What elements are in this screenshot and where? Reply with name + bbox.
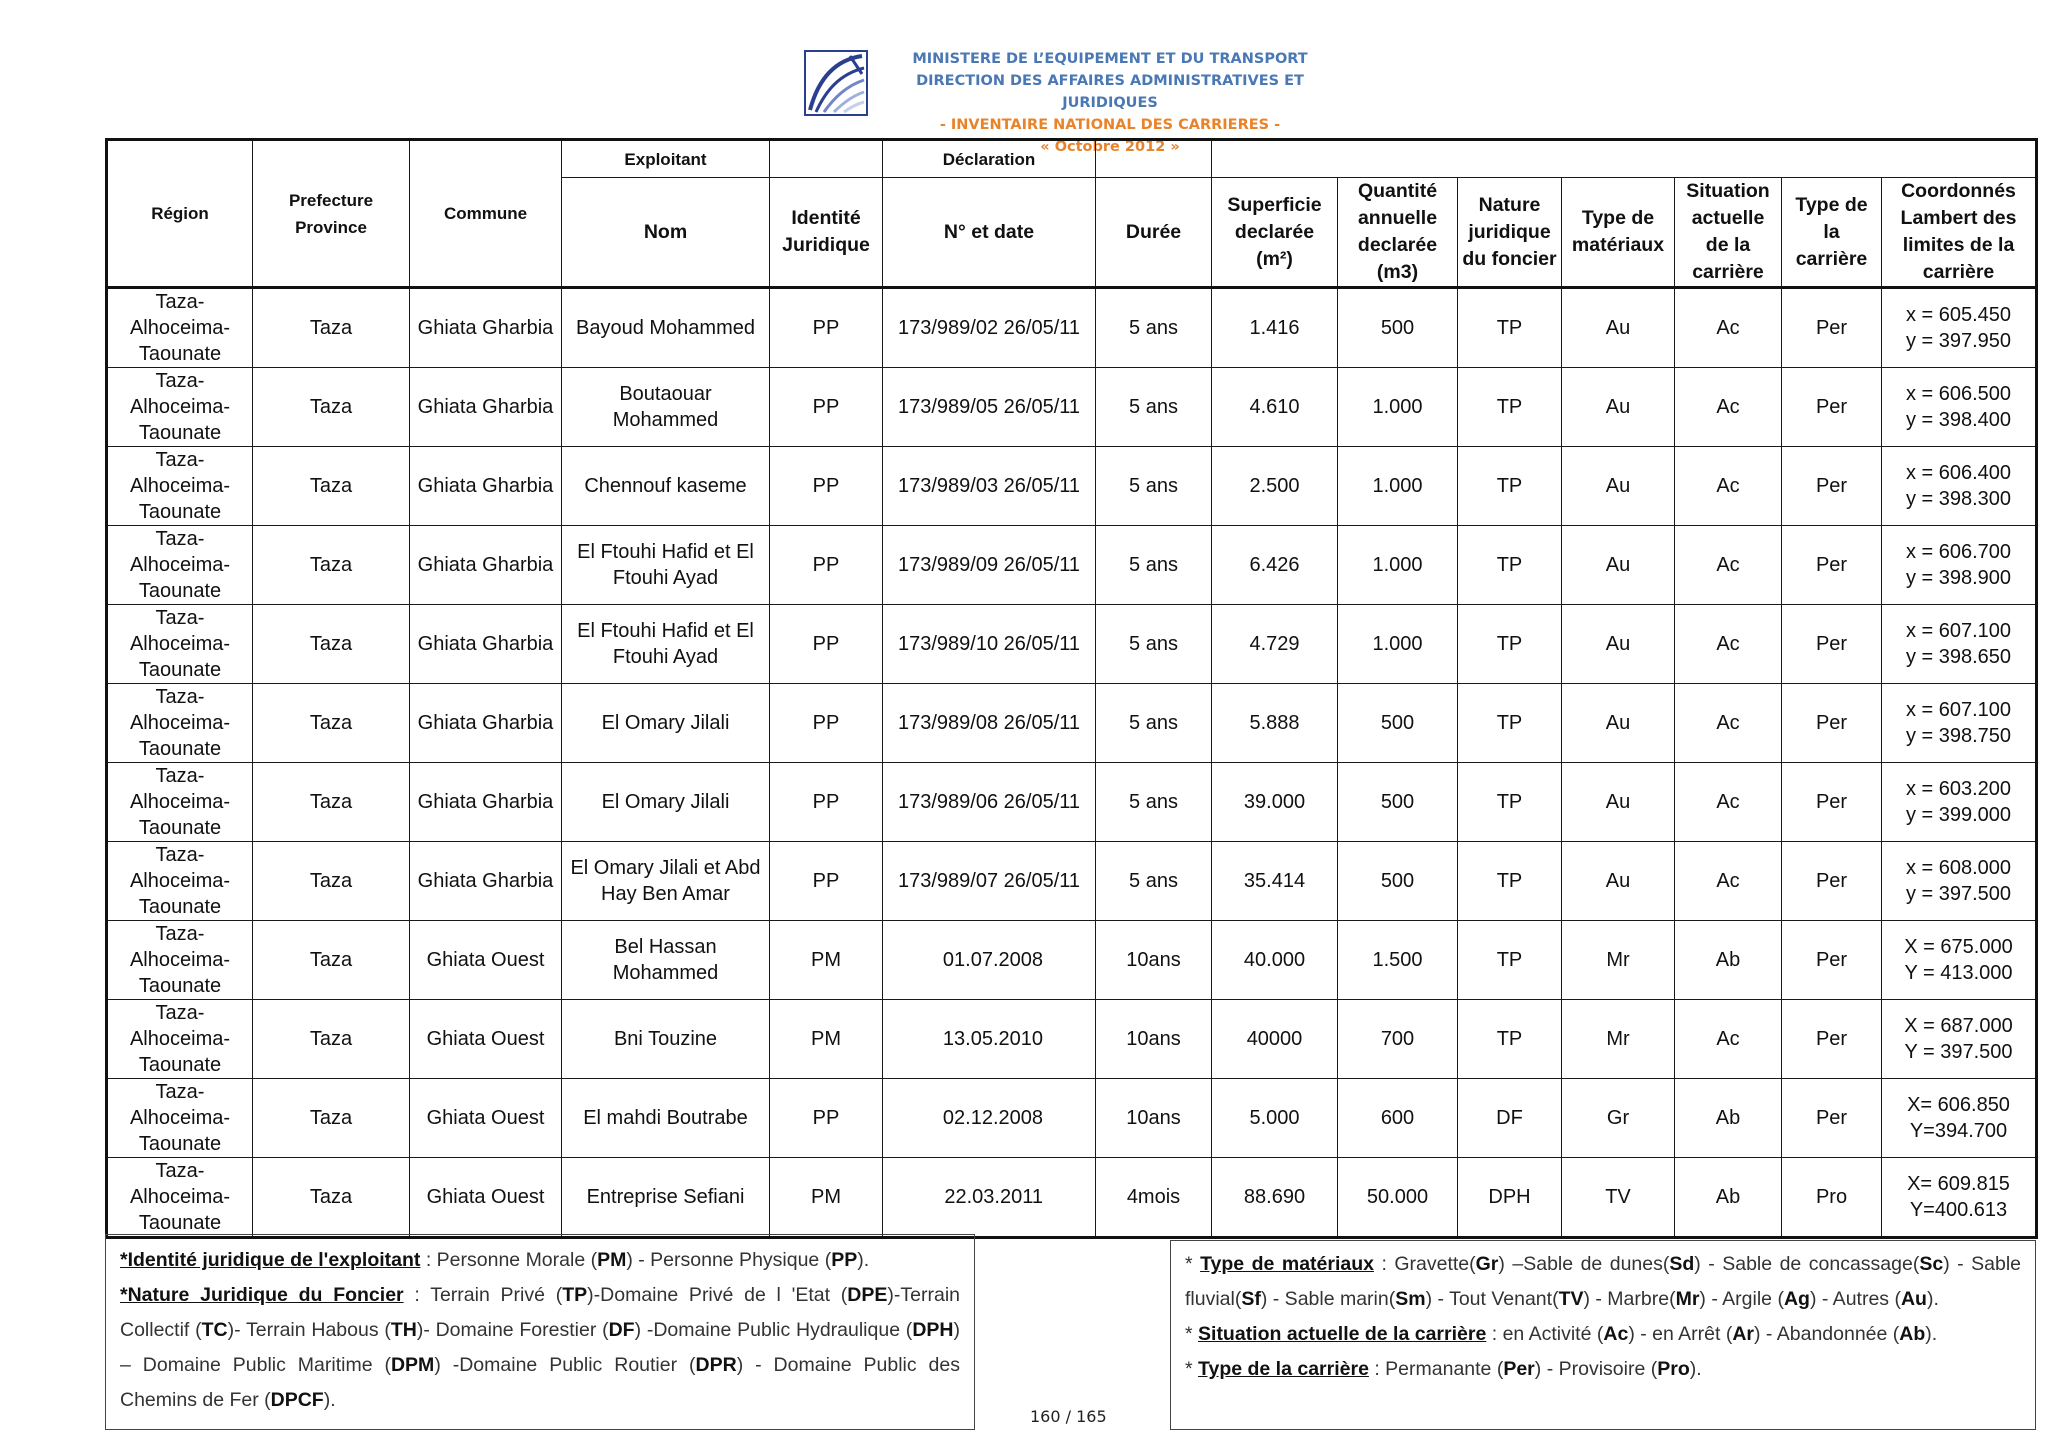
cell-nature: TP bbox=[1458, 763, 1562, 842]
cell-nature: TP bbox=[1458, 684, 1562, 763]
cell-numero: 22.03.2011 bbox=[883, 1158, 1096, 1238]
coord-y: Y = 413.000 bbox=[1904, 962, 2013, 984]
cell-type: Per bbox=[1782, 605, 1882, 684]
cell-superficie: 39.000 bbox=[1212, 763, 1338, 842]
cell-situation: Ac bbox=[1675, 684, 1782, 763]
cell-coordonnees bbox=[1882, 447, 2037, 526]
coord-y: y = 398.400 bbox=[1905, 409, 2012, 431]
cell-prefecture: Taza bbox=[253, 605, 410, 684]
cell-nom: Bel Hassan Mohammed bbox=[562, 921, 770, 1000]
inventory-date: « Octobre 2012 » bbox=[1040, 139, 1180, 155]
table-row bbox=[107, 526, 2037, 605]
cell-prefecture: Taza bbox=[253, 684, 410, 763]
cell-superficie: 40000 bbox=[1212, 1000, 1338, 1079]
legend-identite-text: : Personne Morale (PM) - Personne Physique (PP). bbox=[420, 1249, 870, 1271]
cell-materiaux: TV bbox=[1562, 1158, 1675, 1238]
cell-identite: PP bbox=[770, 605, 883, 684]
cell-numero: 173/989/08 26/05/11 bbox=[883, 684, 1096, 763]
cell-nom: Chennouf kaseme bbox=[562, 447, 770, 526]
cell-region: Taza-Alhoceima-Taounate bbox=[107, 763, 253, 842]
cell-identite: PP bbox=[770, 288, 883, 368]
ministry-logo bbox=[804, 50, 868, 116]
cell-quantite: 50.000 bbox=[1338, 1158, 1458, 1238]
cell-situation: Ac bbox=[1675, 763, 1782, 842]
cell-materiaux: Mr bbox=[1562, 921, 1675, 1000]
cell-duree: 5 ans bbox=[1096, 763, 1212, 842]
coord-y: y = 397.500 bbox=[1905, 883, 2012, 905]
cell-numero: 173/989/09 26/05/11 bbox=[883, 526, 1096, 605]
coord-y: Y = 397.500 bbox=[1904, 1041, 2013, 1063]
cell-nom: El Omary Jilali bbox=[562, 684, 770, 763]
cell-prefecture: Taza bbox=[253, 921, 410, 1000]
cell-commune: Ghiata Gharbia bbox=[410, 684, 562, 763]
legend-type-title: Type de la carrière bbox=[1198, 1358, 1369, 1380]
cell-type: Per bbox=[1782, 684, 1882, 763]
cell-type: Per bbox=[1782, 368, 1882, 447]
direction-name: DIRECTION DES AFFAIRES ADMINISTRATIVES ET JURIDIQUES bbox=[916, 73, 1304, 111]
cell-situation: Ab bbox=[1675, 1158, 1782, 1238]
cell-nom: El mahdi Boutrabe bbox=[562, 1079, 770, 1158]
cell-materiaux: Au bbox=[1562, 763, 1675, 842]
cell-materiaux: Au bbox=[1562, 684, 1675, 763]
cell-quantite: 1.000 bbox=[1338, 526, 1458, 605]
coord-y: y = 397.950 bbox=[1905, 330, 2012, 352]
cell-superficie: 88.690 bbox=[1212, 1158, 1338, 1238]
cell-duree: 5 ans bbox=[1096, 526, 1212, 605]
cell-situation: Ac bbox=[1675, 288, 1782, 368]
cell-identite: PM bbox=[770, 1000, 883, 1079]
cell-materiaux: Au bbox=[1562, 526, 1675, 605]
cell-commune: Ghiata Gharbia bbox=[410, 526, 562, 605]
cell-numero: 173/989/10 26/05/11 bbox=[883, 605, 1096, 684]
cell-nom: El Omary Jilali et Abd Hay Ben Amar bbox=[562, 842, 770, 921]
col-type-carriere: Type de la carrière bbox=[1782, 178, 1882, 288]
coord-y: Y=400.613 bbox=[1909, 1199, 2008, 1221]
col-nom: Nom bbox=[562, 178, 770, 288]
cell-quantite: 500 bbox=[1338, 842, 1458, 921]
legend-materiaux-text: : Gravette(Gr) –Sable de dunes(Sd) - Sable de concassage(Sc) - Sable fluvial(Sf) - Sable marin(Sm) - Tout Venant(TV) - Marbre(Mr) - Argile (Ag) - Autres (Au). bbox=[1185, 1253, 2022, 1310]
cell-nature: TP bbox=[1458, 1000, 1562, 1079]
coord-y: y = 398.900 bbox=[1905, 567, 2012, 589]
cell-region: Taza-Alhoceima-Taounate bbox=[107, 1079, 253, 1158]
cell-commune: Ghiata Gharbia bbox=[410, 842, 562, 921]
cell-duree: 4mois bbox=[1096, 1158, 1212, 1238]
cell-duree: 10ans bbox=[1096, 921, 1212, 1000]
cell-duree: 5 ans bbox=[1096, 368, 1212, 447]
cell-coordonnees bbox=[1882, 526, 2037, 605]
cell-type: Per bbox=[1782, 842, 1882, 921]
cell-identite: PP bbox=[770, 842, 883, 921]
cell-quantite: 1.000 bbox=[1338, 368, 1458, 447]
cell-identite: PP bbox=[770, 447, 883, 526]
cell-prefecture: Taza bbox=[253, 1079, 410, 1158]
cell-situation: Ac bbox=[1675, 842, 1782, 921]
cell-superficie: 2.500 bbox=[1212, 447, 1338, 526]
cell-numero: 173/989/07 26/05/11 bbox=[883, 842, 1096, 921]
col-region: Région bbox=[107, 140, 253, 288]
legend-nature-title: *Nature Juridique du Foncier bbox=[120, 1284, 404, 1306]
cell-nature: TP bbox=[1458, 921, 1562, 1000]
cell-coordonnees bbox=[1882, 842, 2037, 921]
coord-x: X= 606.850 bbox=[1907, 1094, 2010, 1116]
coord-x: X = 675.000 bbox=[1904, 936, 2013, 958]
cell-nom: El Omary Jilali bbox=[562, 763, 770, 842]
cell-commune: Ghiata Ouest bbox=[410, 921, 562, 1000]
cell-materiaux: Au bbox=[1562, 288, 1675, 368]
cell-numero: 173/989/06 26/05/11 bbox=[883, 763, 1096, 842]
cell-region: Taza-Alhoceima-Taounate bbox=[107, 605, 253, 684]
col-numero: N° et date bbox=[883, 178, 1096, 288]
cell-quantite: 1.500 bbox=[1338, 921, 1458, 1000]
legend-type-text: : Permanante (Per) - Provisoire (Pro). bbox=[1368, 1358, 1702, 1380]
cell-numero: 13.05.2010 bbox=[883, 1000, 1096, 1079]
cell-nature: TP bbox=[1458, 447, 1562, 526]
cell-quantite: 1.000 bbox=[1338, 605, 1458, 684]
cell-situation: Ac bbox=[1675, 368, 1782, 447]
cell-superficie: 40.000 bbox=[1212, 921, 1338, 1000]
cell-identite: PM bbox=[770, 921, 883, 1000]
cell-type: Per bbox=[1782, 1079, 1882, 1158]
coord-x: x = 606.700 bbox=[1905, 541, 2012, 563]
legend-situation-title: Situation actuelle de la carrière bbox=[1198, 1323, 1487, 1345]
legend-identite-nature bbox=[105, 1234, 975, 1430]
cell-nature: TP bbox=[1458, 368, 1562, 447]
table-row bbox=[107, 605, 2037, 684]
cell-commune: Ghiata Gharbia bbox=[410, 368, 562, 447]
col-commune: Commune bbox=[410, 140, 562, 288]
cell-nom: Bayoud Mohammed bbox=[562, 288, 770, 368]
cell-duree: 10ans bbox=[1096, 1000, 1212, 1079]
col-situation: Situation actuelle de la carrière bbox=[1675, 178, 1782, 288]
cell-coordonnees bbox=[1882, 1079, 2037, 1158]
cell-commune: Ghiata Ouest bbox=[410, 1079, 562, 1158]
cell-quantite: 500 bbox=[1338, 288, 1458, 368]
cell-quantite: 500 bbox=[1338, 684, 1458, 763]
cell-commune: Ghiata Ouest bbox=[410, 1000, 562, 1079]
coord-x: x = 608.000 bbox=[1905, 857, 2012, 879]
cell-nature: DPH bbox=[1458, 1158, 1562, 1238]
cell-nom: Entreprise Sefiani bbox=[562, 1158, 770, 1238]
cell-superficie: 1.416 bbox=[1212, 288, 1338, 368]
cell-commune: Ghiata Gharbia bbox=[410, 605, 562, 684]
cell-commune: Ghiata Gharbia bbox=[410, 288, 562, 368]
col-quantite: Quantité annuelle declarée (m3) bbox=[1338, 178, 1458, 288]
cell-situation: Ac bbox=[1675, 1000, 1782, 1079]
coord-y: y = 398.750 bbox=[1905, 725, 2012, 747]
cell-coordonnees bbox=[1882, 605, 2037, 684]
cell-duree: 5 ans bbox=[1096, 684, 1212, 763]
cell-nature: TP bbox=[1458, 288, 1562, 368]
table-row bbox=[107, 684, 2037, 763]
cell-region: Taza-Alhoceima-Taounate bbox=[107, 526, 253, 605]
col-type-materiaux: Type de matériaux bbox=[1562, 178, 1675, 288]
coord-y: Y=394.700 bbox=[1909, 1120, 2008, 1142]
cell-superficie: 35.414 bbox=[1212, 842, 1338, 921]
table-row bbox=[107, 1079, 2037, 1158]
cell-type: Per bbox=[1782, 447, 1882, 526]
cell-identite: PP bbox=[770, 368, 883, 447]
cell-identite: PP bbox=[770, 1079, 883, 1158]
table-body bbox=[107, 288, 2037, 1238]
group-declaration: Déclaration bbox=[883, 140, 1096, 178]
cell-commune: Ghiata Gharbia bbox=[410, 763, 562, 842]
coord-x: X= 609.815 bbox=[1907, 1173, 2010, 1195]
cell-prefecture: Taza bbox=[253, 368, 410, 447]
page-number: 160 / 165 bbox=[1030, 1407, 1107, 1426]
cell-type: Per bbox=[1782, 763, 1882, 842]
cell-nature: TP bbox=[1458, 842, 1562, 921]
cell-superficie: 5.888 bbox=[1212, 684, 1338, 763]
coord-y: y = 398.650 bbox=[1905, 646, 2012, 668]
table-row bbox=[107, 921, 2037, 1000]
coord-x: x = 603.200 bbox=[1905, 778, 2012, 800]
cell-coordonnees bbox=[1882, 763, 2037, 842]
cell-prefecture: Taza bbox=[253, 447, 410, 526]
cell-numero: 02.12.2008 bbox=[883, 1079, 1096, 1158]
cell-region: Taza-Alhoceima-Taounate bbox=[107, 1000, 253, 1079]
cell-duree: 5 ans bbox=[1096, 842, 1212, 921]
cell-numero: 173/989/02 26/05/11 bbox=[883, 288, 1096, 368]
cell-commune: Ghiata Ouest bbox=[410, 1158, 562, 1238]
cell-nature: TP bbox=[1458, 605, 1562, 684]
cell-region: Taza-Alhoceima-Taounate bbox=[107, 684, 253, 763]
cell-coordonnees bbox=[1882, 368, 2037, 447]
cell-duree: 10ans bbox=[1096, 1079, 1212, 1158]
table-row bbox=[107, 842, 2037, 921]
cell-nature: DF bbox=[1458, 1079, 1562, 1158]
coord-x: x = 605.450 bbox=[1905, 304, 2012, 326]
cell-type: Pro bbox=[1782, 1158, 1882, 1238]
cell-region: Taza-Alhoceima-Taounate bbox=[107, 842, 253, 921]
ministry-name: MINISTERE DE L’EQUIPEMENT ET DU TRANSPORT bbox=[912, 51, 1308, 67]
coord-x: x = 606.400 bbox=[1905, 462, 2012, 484]
cell-situation: Ac bbox=[1675, 447, 1782, 526]
cell-numero: 01.07.2008 bbox=[883, 921, 1096, 1000]
cell-prefecture: Taza bbox=[253, 1158, 410, 1238]
col-coordonnees: Coordonnés Lambert des limites de la carrière bbox=[1882, 178, 2037, 288]
cell-superficie: 6.426 bbox=[1212, 526, 1338, 605]
quarries-table bbox=[105, 138, 2038, 1239]
cell-prefecture: Taza bbox=[253, 763, 410, 842]
table-row bbox=[107, 288, 2037, 368]
group-header-row bbox=[107, 140, 2037, 178]
legend-situation-text: : en Activité (Ac) - en Arrêt (Ar) - Abandonnée (Ab). bbox=[1486, 1323, 1938, 1345]
cell-nom: El Ftouhi Hafid et El Ftouhi Ayad bbox=[562, 605, 770, 684]
group-empty-3 bbox=[1212, 140, 2037, 178]
table-row bbox=[107, 763, 2037, 842]
cell-materiaux: Mr bbox=[1562, 1000, 1675, 1079]
cell-identite: PP bbox=[770, 526, 883, 605]
cell-coordonnees bbox=[1882, 1158, 2037, 1238]
group-exploitant: Exploitant bbox=[562, 140, 770, 178]
col-prefecture: Prefecture Province bbox=[253, 140, 410, 288]
table-row bbox=[107, 1158, 2037, 1238]
legend-materiaux-title: Type de matériaux bbox=[1200, 1253, 1374, 1275]
cell-type: Per bbox=[1782, 921, 1882, 1000]
cell-nature: TP bbox=[1458, 526, 1562, 605]
cell-situation: Ab bbox=[1675, 1079, 1782, 1158]
cell-prefecture: Taza bbox=[253, 1000, 410, 1079]
cell-duree: 5 ans bbox=[1096, 288, 1212, 368]
cell-identite: PP bbox=[770, 684, 883, 763]
coord-y: y = 399.000 bbox=[1905, 804, 2012, 826]
col-superficie: Superficie declarée (m²) bbox=[1212, 178, 1338, 288]
cell-coordonnees bbox=[1882, 921, 2037, 1000]
cell-situation: Ab bbox=[1675, 921, 1782, 1000]
cell-region: Taza-Alhoceima-Taounate bbox=[107, 368, 253, 447]
cell-quantite: 1.000 bbox=[1338, 447, 1458, 526]
cell-situation: Ac bbox=[1675, 526, 1782, 605]
coord-x: x = 607.100 bbox=[1905, 699, 2012, 721]
legend-materiaux: * Type de matériaux : Gravette(Gr) –Sable de dunes(Sd) - Sable de concassage(Sc) - Sable fluvial(Sf) - Sable marin(Sm) - Tout Venant(TV) - Marbre(Mr) - Argile (Ag) - Autres (Au). bbox=[1185, 1253, 2022, 1310]
col-duree: Durée bbox=[1096, 178, 1212, 288]
cell-type: Per bbox=[1782, 288, 1882, 368]
cell-coordonnees bbox=[1882, 1000, 2037, 1079]
cell-nom: El Ftouhi Hafid et El Ftouhi Ayad bbox=[562, 526, 770, 605]
cell-materiaux: Gr bbox=[1562, 1079, 1675, 1158]
cell-materiaux: Au bbox=[1562, 605, 1675, 684]
group-empty-2 bbox=[1096, 140, 1212, 178]
cell-commune: Ghiata Gharbia bbox=[410, 447, 562, 526]
cell-duree: 5 ans bbox=[1096, 447, 1212, 526]
legend-nature-text: : Terrain Privé (TP)-Domaine Privé de l 'Etat (DPE)-Terrain Collectif (TC)- Terrain Habous (TH)- Domaine Forestier (DF) -Domaine Public Hydraulique (DPH) – Domaine Public Maritime (DPM) -Domaine Public Routier (DPR) - Domaine Public des Chemins de Fer (DPCF). bbox=[120, 1284, 960, 1411]
inventory-title: - INVENTAIRE NATIONAL DES CARRIERES - bbox=[939, 117, 1281, 133]
legend-type: * Type de la carrière : Permanante (Per) - Provisoire (Pro). bbox=[1185, 1358, 1702, 1380]
legend-situation: * Situation actuelle de la carrière : en Activité (Ac) - en Arrêt (Ar) - Abandonnée (Ab). bbox=[1185, 1323, 1938, 1345]
coord-x: x = 606.500 bbox=[1905, 383, 2012, 405]
cell-region: Taza-Alhoceima-Taounate bbox=[107, 288, 253, 368]
cell-numero: 173/989/05 26/05/11 bbox=[883, 368, 1096, 447]
cell-identite: PP bbox=[770, 763, 883, 842]
cell-prefecture: Taza bbox=[253, 842, 410, 921]
cell-prefecture: Taza bbox=[253, 288, 410, 368]
legend-identite bbox=[120, 1243, 960, 1278]
legend-materiaux-situation-type bbox=[1170, 1240, 2036, 1430]
cell-quantite: 700 bbox=[1338, 1000, 1458, 1079]
coord-y: y = 398.300 bbox=[1905, 488, 2012, 510]
cell-nom: Boutaouar Mohammed bbox=[562, 368, 770, 447]
cell-superficie: 4.610 bbox=[1212, 368, 1338, 447]
cell-materiaux: Au bbox=[1562, 447, 1675, 526]
cell-superficie: 5.000 bbox=[1212, 1079, 1338, 1158]
col-identite: Identité Juridique bbox=[770, 178, 883, 288]
cell-identite: PM bbox=[770, 1158, 883, 1238]
cell-prefecture: Taza bbox=[253, 526, 410, 605]
cell-region: Taza-Alhoceima-Taounate bbox=[107, 921, 253, 1000]
cell-superficie: 4.729 bbox=[1212, 605, 1338, 684]
legend-identite-title: *Identité juridique de l'exploitant bbox=[120, 1249, 421, 1271]
cell-materiaux: Au bbox=[1562, 842, 1675, 921]
cell-situation: Ac bbox=[1675, 605, 1782, 684]
cell-quantite: 600 bbox=[1338, 1079, 1458, 1158]
cell-coordonnees bbox=[1882, 684, 2037, 763]
col-nature: Nature juridique du foncier bbox=[1458, 178, 1562, 288]
cell-quantite: 500 bbox=[1338, 763, 1458, 842]
coord-x: X = 687.000 bbox=[1904, 1015, 2013, 1037]
table-row bbox=[107, 1000, 2037, 1079]
cell-materiaux: Au bbox=[1562, 368, 1675, 447]
cell-duree: 5 ans bbox=[1096, 605, 1212, 684]
legend-nature bbox=[120, 1278, 960, 1418]
group-empty-1 bbox=[770, 140, 883, 178]
table-row bbox=[107, 368, 2037, 447]
cell-nom: Bni Touzine bbox=[562, 1000, 770, 1079]
cell-coordonnees bbox=[1882, 288, 2037, 368]
cell-region: Taza-Alhoceima-Taounate bbox=[107, 1158, 253, 1238]
cell-type: Per bbox=[1782, 526, 1882, 605]
cell-type: Per bbox=[1782, 1000, 1882, 1079]
cell-region: Taza-Alhoceima-Taounate bbox=[107, 447, 253, 526]
table-row bbox=[107, 447, 2037, 526]
coord-x: x = 607.100 bbox=[1905, 620, 2012, 642]
cell-numero: 173/989/03 26/05/11 bbox=[883, 447, 1096, 526]
